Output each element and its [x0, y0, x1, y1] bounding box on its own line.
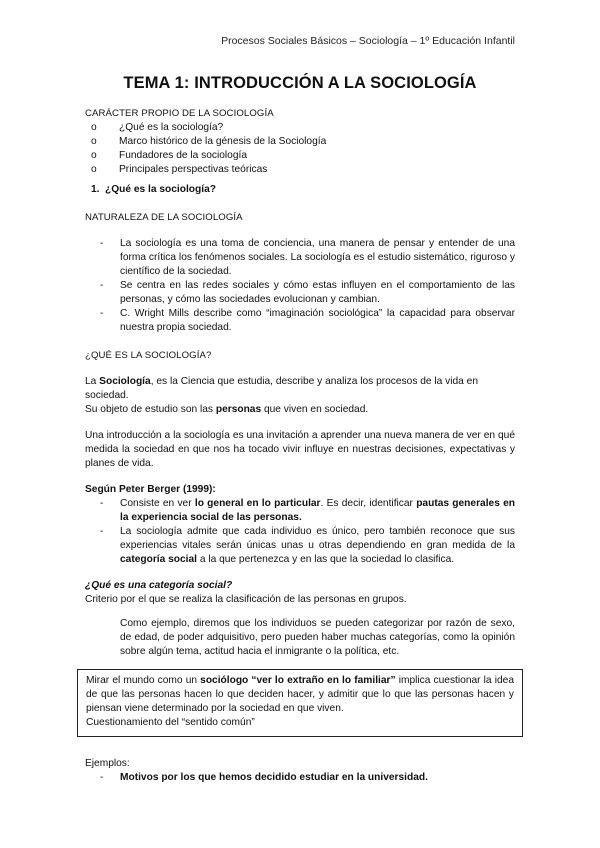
list-item: - La sociología admite que cada individuo es único, pero también reconoce que sus experiencias vitales serán únicas unas u otras dependiendo en gran medida de la categoría social a la que pertenezca y en las que la sociedad lo clasifica.: [100, 525, 515, 567]
list-item: - Consiste en ver lo general en lo particular. Es decir, identificar pautas generales en la experiencia social de las personas.: [100, 497, 515, 525]
highlight-box: [77, 669, 523, 737]
ejemplos-list: [85, 771, 515, 785]
categoria-heading: ¿Qué es una categoría social?: [85, 580, 233, 591]
list-item: o Principales perspectivas teóricas: [91, 163, 515, 177]
list-item: - C. Wright Mills describe como “imaginación sociológica” la capacidad para observar nuestra propia sociedad.: [100, 307, 515, 335]
heading-text: ¿Qué es la sociología?: [105, 184, 216, 195]
topic-list: [85, 121, 515, 177]
categoria-definition: Criterio por el que se realiza la clasificación de las personas en grupos.: [85, 594, 407, 605]
paragraph: Su objeto de estudio son las personas que viven en sociedad.: [85, 404, 369, 415]
categoria-example: Como ejemplo, diremos que los individuos se pueden categorizar por razón de sexo, de edad, de poder adquisitivo, pero pueden haber muchas categorías, como la opinión sobre algún tema, actitud hacia el inmigrante o la política, etc.: [120, 618, 515, 657]
document-body: [85, 107, 515, 785]
section-heading-caracter: CARÁCTER PROPIO DE LA SOCIOLOGÍA: [85, 108, 274, 119]
box-line: Cuestionamiento del “sentido común”: [86, 717, 255, 728]
ejemplos-heading: Ejemplos:: [85, 758, 130, 769]
naturaleza-list: [85, 237, 515, 335]
berger-heading: Según Peter Berger (1999):: [85, 484, 216, 495]
berger-list: [85, 497, 515, 567]
section-heading-que-es: ¿QUÉ ES LA SOCIOLOGÍA?: [85, 350, 212, 361]
numbered-heading: [85, 183, 515, 197]
section-heading-naturaleza: NATURALEZA DE LA SOCIOLOGÍA: [85, 212, 243, 223]
box-text: Mirar el mundo como un sociólogo “ver lo extraño en lo familiar” implica cuestionar la idea de que las personas hacen lo que deciden hacer, y admitir que lo que las personas hacen y piensan viene determinado por la sociedad en que viven.: [86, 675, 514, 714]
list-item: - Motivos por los que hemos decidido estudiar en la universidad.: [100, 771, 515, 785]
list-item: o ¿Qué es la sociología?: [91, 121, 515, 135]
list-item: - Se centra en las redes sociales y cómo estas influyen en el comportamiento de las personas, y cómo las sociedades evolucionan y cambian.: [100, 279, 515, 307]
list-item: - La sociología es una toma de conciencia, una manera de pensar y entender de una forma crítica los fenómenos sociales. La sociología es el estudio sistemático, riguroso y científico de la sociedad.: [100, 237, 515, 279]
heading-number: 1.: [91, 184, 100, 195]
paragraph: Una introducción a la sociología es una invitación a aprender una nueva manera de ver en qué medida la sociedad en que nos ha tocado vivir influye en nuestras decisiones, expectativas y planes de vida.: [85, 430, 515, 469]
paragraph: La Sociología, es la Ciencia que estudia, describe y analiza los procesos de la vida en sociedad.: [85, 376, 479, 401]
list-item: o Fundadores de la sociología: [91, 149, 515, 163]
page-header: Procesos Sociales Básicos – Sociología – 1º Educación Infantil: [221, 35, 515, 47]
page-title: TEMA 1: INTRODUCCIÓN A LA SOCIOLOGÍA: [123, 74, 477, 92]
list-item: o Marco histórico de la génesis de la Sociología: [91, 135, 515, 149]
